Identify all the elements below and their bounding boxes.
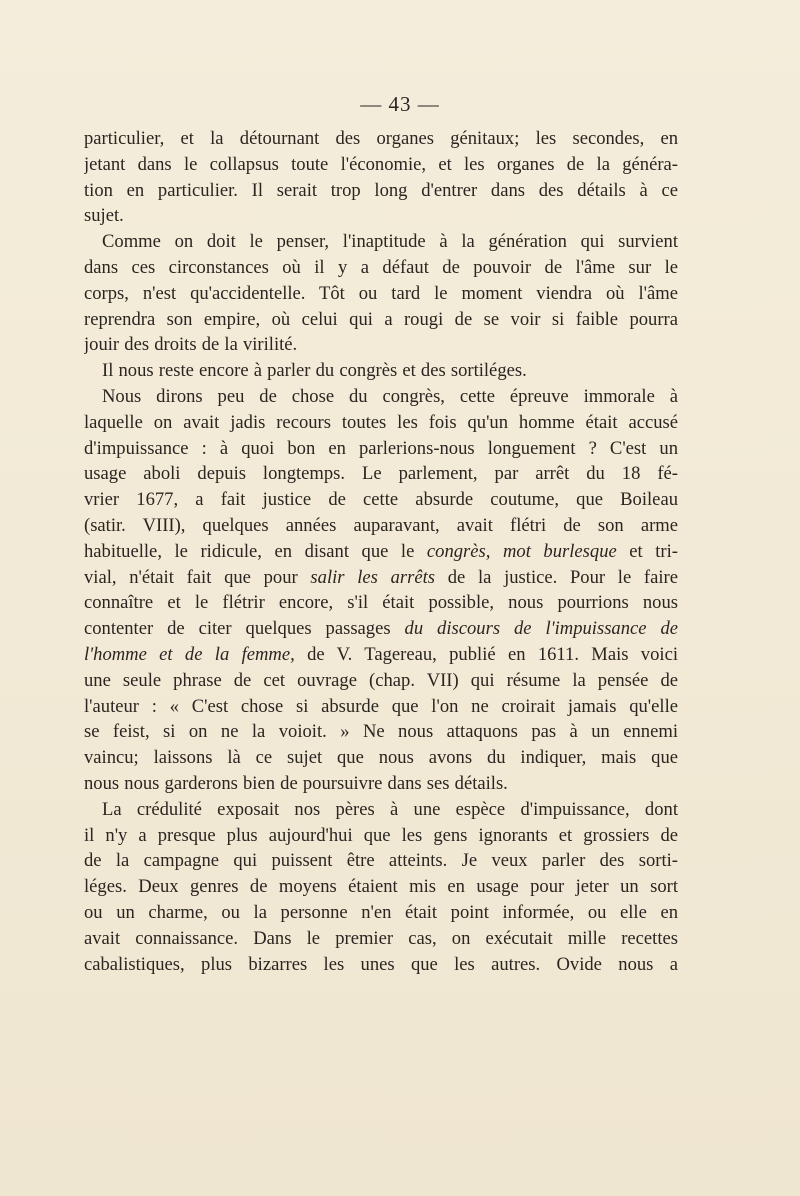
text-line: cabalistiques, plus bizarres les unes que les autres. Ovide nous a	[84, 953, 678, 975]
body-text	[84, 126, 678, 977]
text-line: dans ces circonstances où il y a défaut de pouvoir de l'âme sur le	[84, 256, 678, 278]
text-line: léges. Deux genres de moyens étaient mis en usage pour jeter un sort	[84, 876, 678, 898]
text-line: vial, n'était fait que pour salir les arrêts de la justice. Pour le faire	[84, 566, 678, 588]
text-line: jouir des droits de la virilité.	[84, 334, 298, 356]
text-line: se feist, si on ne la voioit. » Ne nous attaquons pas à un ennemi	[84, 721, 678, 743]
text-line: corps, n'est qu'accidentelle. Tôt ou tard le moment viendra où l'âme	[84, 282, 678, 304]
text-line: l'homme et de la femme, de V. Tagereau, publié en 1611. Mais voici	[84, 643, 678, 665]
text-line: reprendra son empire, où celui qui a rougi de se voir si faible pourra	[84, 308, 678, 330]
text-line: nous nous garderons bien de poursuivre dans ses détails.	[84, 772, 508, 794]
text-line: Comme on doit le penser, l'inaptitude à la génération qui survient	[102, 231, 678, 253]
text-line: vrier 1677, a fait justice de cette absurde coutume, que Boileau	[84, 489, 678, 511]
text-line: Nous dirons peu de chose du congrès, cette épreuve immorale à	[102, 385, 678, 407]
text-line: l'auteur : « C'est chose si absurde que l'on ne croirait jamais qu'elle	[84, 695, 678, 717]
text-line: ou un charme, ou la personne n'en était point informée, ou elle en	[84, 901, 678, 923]
text-line: jetant dans le collapsus toute l'économie, et les organes de la généra-	[84, 153, 678, 175]
text-line: une seule phrase de cet ouvrage (chap. VII) qui résume la pensée de	[84, 669, 678, 691]
text-line: il n'y a presque plus aujourd'hui que les gens ignorants et grossiers de	[84, 824, 678, 846]
text-line: Il nous reste encore à parler du congrès et des sortiléges.	[102, 360, 527, 382]
text-line: connaître et le flétrir encore, s'il était possible, nous pourrions nous	[84, 592, 678, 614]
text-line: La crédulité exposait nos pères à une espèce d'impuissance, dont	[102, 798, 678, 820]
text-line: particulier, et la détournant des organes génitaux; les secondes, en	[84, 128, 678, 149]
text-line: sujet.	[84, 205, 124, 227]
text-line: avait connaissance. Dans le premier cas, on exécutait mille recettes	[84, 927, 678, 949]
text-line: de la campagne qui puissent être atteints. Je veux parler des sorti-	[84, 850, 678, 872]
text-line: laquelle on avait jadis recours toutes les fois qu'un homme était accusé	[84, 411, 678, 433]
text-line: (satir. VIII), quelques années auparavant, avait flétri de son arme	[84, 514, 678, 536]
text-line: usage aboli depuis longtemps. Le parlement, par arrêt du 18 fé-	[84, 463, 678, 485]
text-line: contenter de citer quelques passages du discours de l'impuissance de	[84, 618, 678, 640]
page-number: — 43 —	[360, 92, 440, 116]
text-line: habituelle, le ridicule, en disant que le congrès, mot burlesque et tri-	[84, 540, 678, 562]
text-line: vaincu; laissons là ce sujet que nous avons du indiquer, mais que	[84, 747, 678, 769]
text-line: tion en particulier. Il serait trop long d'entrer dans des détails à ce	[84, 179, 678, 201]
text-line: d'impuissance : à quoi bon en parlerions-nous longuement ? C'est un	[84, 437, 678, 459]
